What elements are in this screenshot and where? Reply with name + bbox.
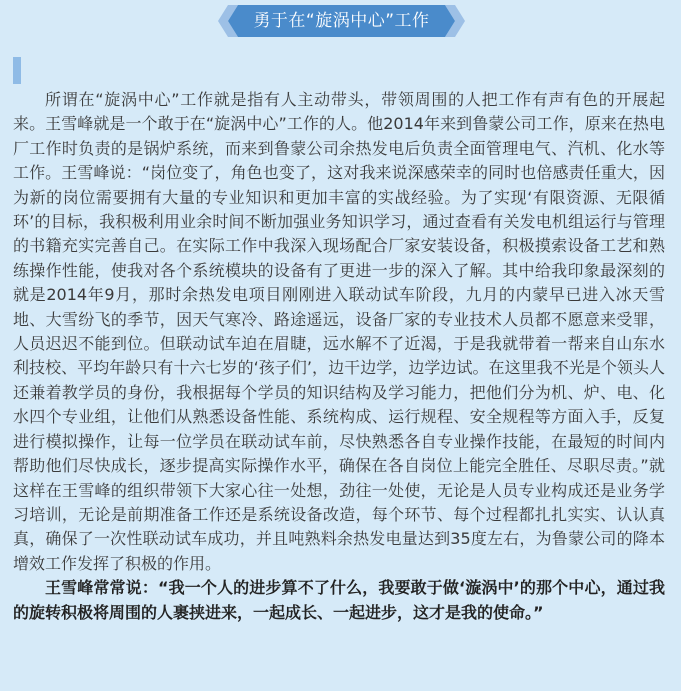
article-body [13,88,665,625]
article-quote: 王雪峰常常说：“我一个人的进步算不了什么，我要敢于做‘漩涡中’的那个中心，通过我的旋转积极将周围的人裹挟进来，一起成长、一起进步，这才是我的使命。” [13,578,665,622]
section-title: 勇于在“旋涡中心”工作 [253,11,430,31]
accent-bar [13,57,21,84]
article-paragraph: 所谓在“旋涡中心”工作就是指有人主动带头，带领周围的人把工作有声有色的开展起来。王雪峰就是一个敢于在“旋涡中心”工作的人。他2014年来到鲁蒙公司工作，原来在热电厂工作时负责的是锅炉系统，而来到鲁蒙公司余热发电后负责全面管理电气、汽机、化水等工作。王雪峰说：“岗位变了，角色也变了，这对我来说深感荣幸的同时也倍感责任重大，因为新的岗位需要拥有大量的专业知识和更加丰富的实战经验。为了实现‘有限资源、无限循环’的目标，我积极利用业余时间不断加强业务知识学习，通过查看有关发电机组运行与管理的书籍充实完善自己。在实际工作中我深入现场配合厂家安装设备，积极摸索设备工艺和熟练操作性能，使我对各个系统模块的设备有了更进一步的深入了解。其中给我印象最深刻的就是2014年9月，那时余热发电项目刚刚进入联动试车阶段，九月的内蒙早已进入冰天雪地、大雪纷飞的季节，因天气寒冷、路途遥远，设备厂家的专业技术人员都不愿意来受罪，人员迟迟不能到位。但联动试车迫在眉睫，远水解不了近渴，于是我就带着一帮来自山东水利技校、平均年龄只有十六七岁的‘孩子们’，边干边学，边学边试。在这里我不光是个领头人还兼着教学员的身份，我根据每个学员的知识结构及学习能力，把他们分为机、炉、电、化水四个专业组，让他们从熟悉设备性能、系统构成、运行规程、安全规程等方面入手，反复进行模拟操作，让每一位学员在联动试车前，尽快熟悉各自专业操作技能，在最短的时间内帮助他们尽快成长，逐步提高实际操作水平，确保在各自岗位上能完全胜任、尽职尽责。”就这样在王雪峰的组织带领下大家心往一处想，劲往一处使，无论是人员专业构成还是业务学习培训，无论是前期准备工作还是系统设备改造，每个环节、每个过程都扎扎实实、认认真真，确保了一次性联动试车成功，并且吨熟料余热发电量达到35度左右，为鲁蒙公司的降本增效工作发挥了积极的作用。 [13,90,665,573]
section-title-banner [218,5,465,37]
